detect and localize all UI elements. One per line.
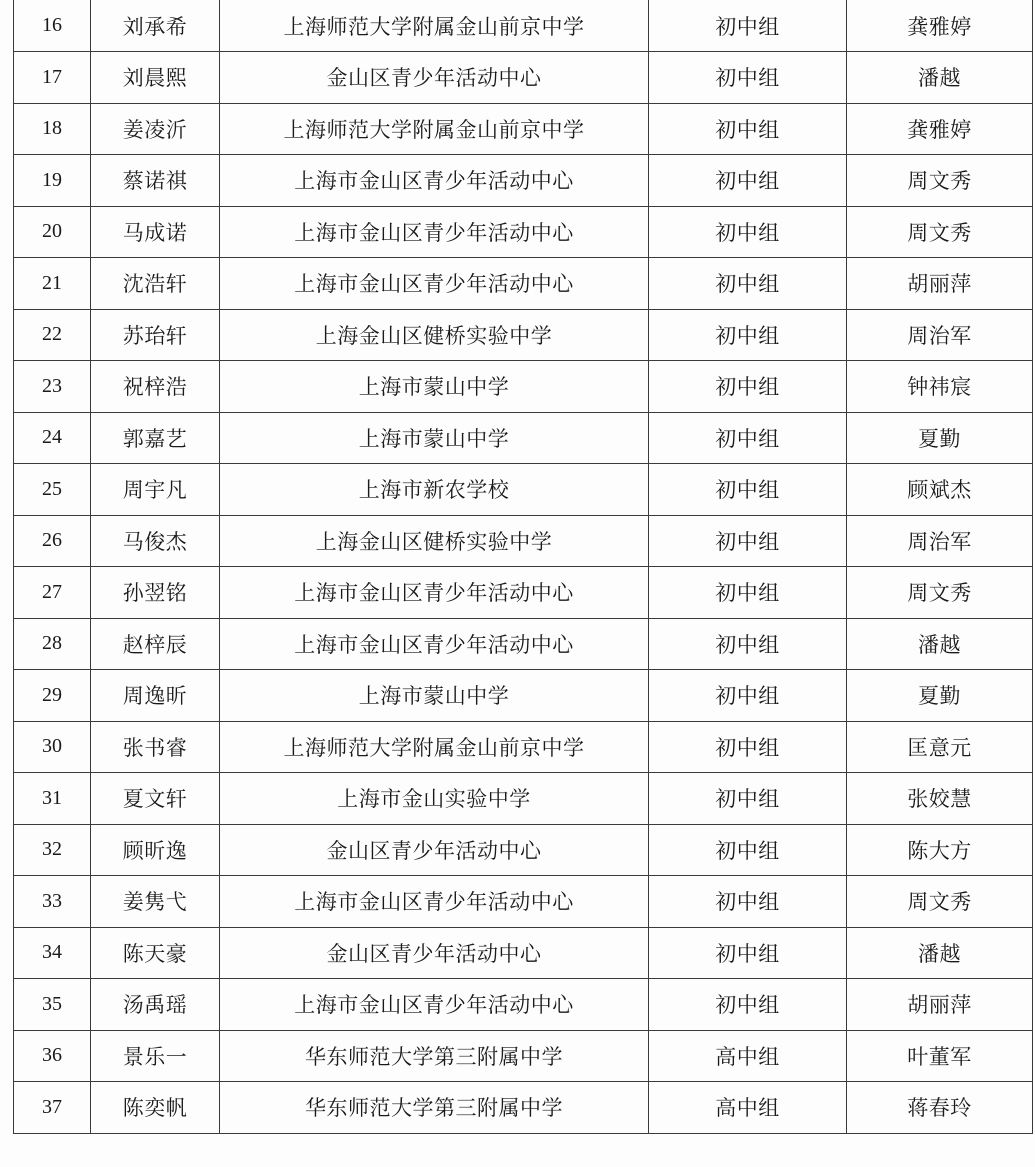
student-name: 蔡诺祺 [91,155,220,207]
row-number: 16 [14,0,91,52]
row-number: 27 [14,567,91,619]
school-name: 上海市金山区青少年活动中心 [220,618,649,670]
table-row [14,515,1033,567]
teacher-name: 胡丽萍 [847,979,1033,1031]
school-name: 金山区青少年活动中心 [220,52,649,104]
school-name: 上海市金山区青少年活动中心 [220,876,649,928]
student-name: 陈天豪 [91,927,220,979]
group-name: 初中组 [649,721,847,773]
teacher-name: 龚雅婷 [847,103,1033,155]
row-number: 26 [14,515,91,567]
student-name: 汤禹瑶 [91,979,220,1031]
student-name: 马成诺 [91,206,220,258]
teacher-name: 潘越 [847,52,1033,104]
table-row [14,1030,1033,1082]
teacher-name: 夏勤 [847,670,1033,722]
group-name: 初中组 [649,361,847,413]
student-name: 顾昕逸 [91,824,220,876]
school-name: 上海师范大学附属金山前京中学 [220,103,649,155]
group-name: 初中组 [649,618,847,670]
group-name: 初中组 [649,206,847,258]
group-name: 初中组 [649,0,847,52]
teacher-name: 潘越 [847,618,1033,670]
table-row [14,876,1033,928]
table-row [14,206,1033,258]
table-row [14,52,1033,104]
student-name: 沈浩轩 [91,258,220,310]
row-number: 30 [14,721,91,773]
table-row [14,721,1033,773]
group-name: 初中组 [649,155,847,207]
student-name: 祝梓浩 [91,361,220,413]
table-row [14,927,1033,979]
row-number: 21 [14,258,91,310]
student-name: 周逸昕 [91,670,220,722]
school-name: 上海市金山区青少年活动中心 [220,979,649,1031]
row-number: 24 [14,412,91,464]
group-name: 初中组 [649,670,847,722]
student-name: 郭嘉艺 [91,412,220,464]
school-name: 金山区青少年活动中心 [220,927,649,979]
row-number: 37 [14,1082,91,1134]
table-row [14,103,1033,155]
table-row [14,0,1033,52]
school-name: 上海市新农学校 [220,464,649,516]
teacher-name: 陈大方 [847,824,1033,876]
table-row [14,1082,1033,1134]
student-name: 景乐一 [91,1030,220,1082]
group-name: 初中组 [649,824,847,876]
teacher-name: 胡丽萍 [847,258,1033,310]
table-row [14,773,1033,825]
student-name: 姜凌沂 [91,103,220,155]
row-number: 18 [14,103,91,155]
table-row [14,412,1033,464]
row-number: 35 [14,979,91,1031]
school-name: 上海市金山区青少年活动中心 [220,567,649,619]
teacher-name: 潘越 [847,927,1033,979]
row-number: 33 [14,876,91,928]
table-row [14,155,1033,207]
student-name: 姜隽弋 [91,876,220,928]
teacher-name: 周文秀 [847,567,1033,619]
group-name: 初中组 [649,876,847,928]
row-number: 23 [14,361,91,413]
group-name: 初中组 [649,773,847,825]
row-number: 22 [14,309,91,361]
group-name: 初中组 [649,567,847,619]
group-name: 初中组 [649,515,847,567]
student-name: 马俊杰 [91,515,220,567]
student-name: 赵梓辰 [91,618,220,670]
school-name: 华东师范大学第三附属中学 [220,1082,649,1134]
school-name: 上海市金山区青少年活动中心 [220,206,649,258]
row-number: 32 [14,824,91,876]
teacher-name: 顾斌杰 [847,464,1033,516]
teacher-name: 周治军 [847,309,1033,361]
award-roster-table [13,0,1033,1134]
table-row [14,670,1033,722]
student-name: 孙翌铭 [91,567,220,619]
table-row [14,567,1033,619]
table-row [14,258,1033,310]
school-name: 上海市金山实验中学 [220,773,649,825]
student-name: 周宇凡 [91,464,220,516]
teacher-name: 钟祎宸 [847,361,1033,413]
row-number: 20 [14,206,91,258]
student-name: 张书睿 [91,721,220,773]
group-name: 高中组 [649,1030,847,1082]
table-row [14,361,1033,413]
school-name: 上海师范大学附属金山前京中学 [220,0,649,52]
school-name: 金山区青少年活动中心 [220,824,649,876]
row-number: 25 [14,464,91,516]
group-name: 初中组 [649,412,847,464]
student-name: 夏文轩 [91,773,220,825]
group-name: 初中组 [649,103,847,155]
row-number: 34 [14,927,91,979]
teacher-name: 周文秀 [847,155,1033,207]
school-name: 上海市金山区青少年活动中心 [220,258,649,310]
table-row [14,309,1033,361]
student-name: 刘晨熙 [91,52,220,104]
student-name: 陈奕帆 [91,1082,220,1134]
table-row [14,979,1033,1031]
school-name: 上海市蒙山中学 [220,670,649,722]
row-number: 17 [14,52,91,104]
row-number: 29 [14,670,91,722]
group-name: 初中组 [649,309,847,361]
teacher-name: 周治军 [847,515,1033,567]
table-row [14,824,1033,876]
table-row [14,618,1033,670]
group-name: 高中组 [649,1082,847,1134]
row-number: 28 [14,618,91,670]
teacher-name: 匡意元 [847,721,1033,773]
teacher-name: 夏勤 [847,412,1033,464]
teacher-name: 周文秀 [847,876,1033,928]
table-row [14,464,1033,516]
group-name: 初中组 [649,52,847,104]
teacher-name: 周文秀 [847,206,1033,258]
roster-body [14,0,1033,1133]
school-name: 上海金山区健桥实验中学 [220,515,649,567]
row-number: 36 [14,1030,91,1082]
teacher-name: 叶董军 [847,1030,1033,1082]
school-name: 上海市蒙山中学 [220,361,649,413]
group-name: 初中组 [649,464,847,516]
teacher-name: 蒋春玲 [847,1082,1033,1134]
group-name: 初中组 [649,979,847,1031]
school-name: 上海市蒙山中学 [220,412,649,464]
row-number: 19 [14,155,91,207]
student-name: 苏珆轩 [91,309,220,361]
group-name: 初中组 [649,258,847,310]
school-name: 上海金山区健桥实验中学 [220,309,649,361]
teacher-name: 张姣慧 [847,773,1033,825]
teacher-name: 龚雅婷 [847,0,1033,52]
school-name: 上海师范大学附属金山前京中学 [220,721,649,773]
student-name: 刘承希 [91,0,220,52]
school-name: 上海市金山区青少年活动中心 [220,155,649,207]
school-name: 华东师范大学第三附属中学 [220,1030,649,1082]
group-name: 初中组 [649,927,847,979]
row-number: 31 [14,773,91,825]
